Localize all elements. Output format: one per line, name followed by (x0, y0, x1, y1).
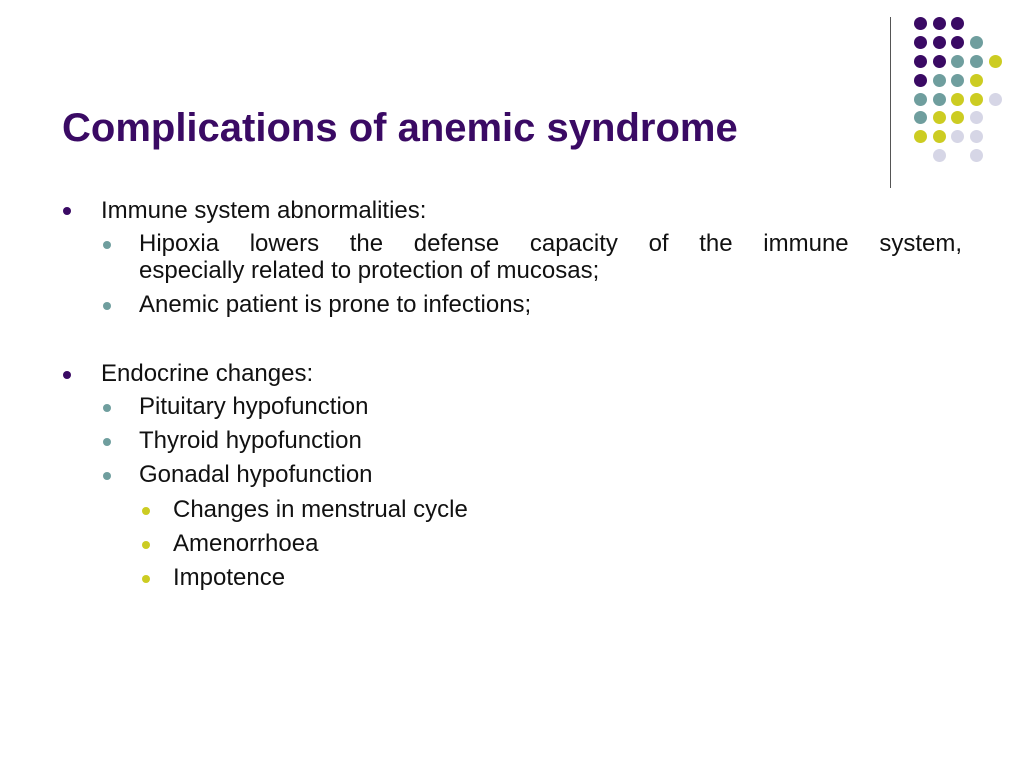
list-item-infections: Anemic patient is prone to infections; (139, 291, 532, 318)
bullet-level1-icon (63, 207, 71, 215)
bullet-level3-icon (142, 575, 150, 583)
bullet-level3-icon (142, 507, 150, 515)
bullet-level2-icon (103, 404, 111, 412)
slide-title: Complications of anemic syndrome (62, 106, 738, 150)
subitem-amenorrhoea: Amenorrhoea (173, 530, 319, 557)
bullet-level2-icon (103, 472, 111, 480)
bullet-level2-icon (103, 302, 111, 310)
list-item-gonadal: Gonadal hypofunction (139, 461, 373, 488)
bullet-level1-icon (63, 371, 71, 379)
subitem-impotence: Impotence (173, 564, 286, 591)
list-item-pituitary: Pituitary hypofunction (139, 393, 369, 420)
section-heading-immune: Immune system abnormalities: (101, 197, 427, 224)
subitem-menstrual: Changes in menstrual cycle (173, 496, 468, 523)
list-item-hipoxia-line2: especially related to protection of mucosas; (139, 257, 600, 284)
bullet-level2-icon (103, 438, 111, 446)
list-item-thyroid: Thyroid hypofunction (139, 427, 362, 454)
bullet-level3-icon (142, 541, 150, 549)
list-item-hipoxia-line1: Hipoxia lowers the defense capacity of the immune system, (139, 230, 962, 257)
bullet-level2-icon (103, 241, 111, 249)
section-heading-endocrine: Endocrine changes: (101, 360, 314, 387)
